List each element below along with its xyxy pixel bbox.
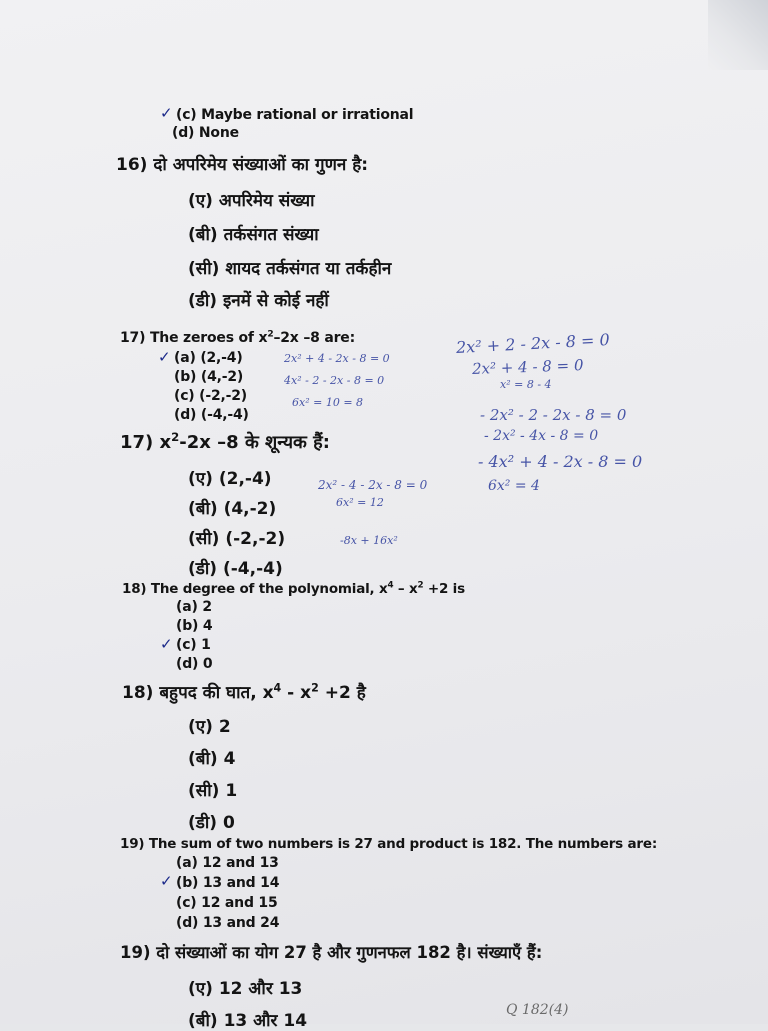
handwritten-note: - 4x² + 4 - 2x - 8 = 0 [478,452,643,471]
q19-english-question: 19) The sum of two numbers is 27 and product is 182. The numbers are: [120,836,658,852]
handwritten-note: 4x² - 2 - 2x - 8 = 0 [284,374,385,387]
q18-english-option-c: (c) 1 [176,637,211,653]
q19-english-option-c: (c) 12 and 15 [176,895,278,911]
handwritten-note: 2x² + 2 - 2x - 8 = 0 [455,329,611,358]
q15-option-d: (d) None [172,125,239,141]
answer-tick-mark: ✓ [160,635,173,653]
q18-hindi-option-c: (सी) 1 [188,781,238,801]
answer-tick-mark: ✓ [160,872,173,890]
answer-tick-mark: ✓ [160,104,173,122]
handwritten-note: 6x² = 12 [336,496,384,509]
handwritten-page-note: Q 182(4) [506,1002,569,1018]
handwritten-note: 2x² + 4 - 8 = 0 [471,356,584,378]
handwritten-note: - 2x² - 2 - 2x - 8 = 0 [480,406,627,424]
q17-hindi-option-c: (सी) (-2,-2) [188,529,286,549]
handwritten-note: -8x + 16x² [340,534,398,547]
answer-tick-mark: ✓ [158,348,171,366]
handwritten-note: 2x² - 4 - 2x - 8 = 0 [318,478,428,492]
handwritten-note: - 2x² - 4x - 8 = 0 [484,428,599,444]
q18-english-option-b: (b) 4 [176,618,213,634]
q17-english-option-a: (a) (2,-4) [174,350,243,366]
q18-hindi-option-d: (डी) 0 [188,813,235,833]
q16-hindi-option-a: (ए) अपरिमेय संख्या [188,191,315,211]
q16-hindi-option-c: (सी) शायद तर्कसंगत या तर्कहीन [188,259,392,279]
handwritten-note: x² = 8 - 4 [500,378,552,391]
q17-english-question: 17) The zeroes of $x^2-2x$ –8 are: [120,329,355,346]
q19-english-option-d: (d) 13 and 24 [176,915,280,931]
q17-hindi-option-b: (बी) (4,-2) [188,499,277,519]
q16-hindi-option-d: (डी) इनमें से कोई नहीं [188,291,329,311]
q19-hindi-option-a: (ए) 12 और 13 [188,979,303,999]
q19-hindi-option-b: (बी) 13 और 14 [188,1011,308,1031]
q19-english-option-a: (a) 12 and 13 [176,855,279,871]
q15-option-c: (c) Maybe rational or irrational [176,107,414,123]
q18-english-option-d: (d) 0 [176,656,213,672]
handwritten-note: 2x² + 4 - 2x - 8 = 0 [284,352,390,365]
q17-english-option-c: (c) (-2,-2) [174,388,247,404]
q17-english-option-d: (d) (-4,-4) [174,407,249,423]
q16-hindi-question: 16) दो अपरिमेय संख्याओं का गुणन है: [116,155,369,175]
q18-hindi-option-b: (बी) 4 [188,749,236,769]
q17-hindi-option-d: (डी) (-4,-4) [188,559,283,579]
q19-english-option-b: (b) 13 and 14 [176,875,280,891]
q18-english-option-a: (a) 2 [176,599,212,615]
q18-english-question: 18) The degree of the polynomial, $x^4 - x^2 +2$ is [122,580,465,597]
handwritten-note: 6x² = 10 = 8 [292,396,364,409]
q19-hindi-question: 19) दो संख्याओं का योग 27 है और गुणनफल 182 है। संख्याएँ हैं: [120,943,543,962]
page-curl [708,0,768,70]
q17-hindi-question: 17) $x^2-2x$ –8 के शून्यक हैं: [120,430,330,453]
q17-hindi-option-a: (ए) (2,-4) [188,469,272,489]
q18-hindi-question: 18) बहुपद की घात, $x^4 - x^2 +2$ है [122,681,366,703]
q17-english-option-b: (b) (4,-2) [174,369,244,385]
q18-hindi-option-a: (ए) 2 [188,717,231,737]
handwritten-note: 6x² = 4 [488,478,540,494]
q16-hindi-option-b: (बी) तर्कसंगत संख्या [188,225,319,245]
